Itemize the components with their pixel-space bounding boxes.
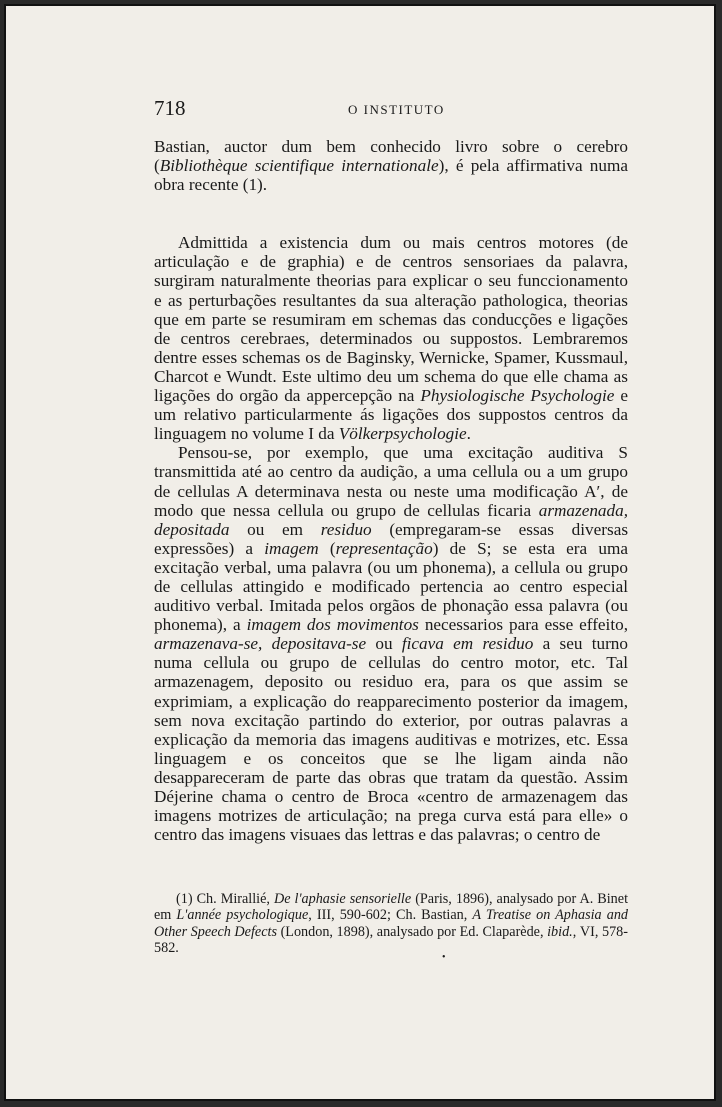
page-number: 718 — [154, 96, 186, 120]
italic-title: Bibliothèque scientifique internationale — [159, 156, 439, 176]
paragraph-continuation: Bastian, auctor dum bem conhecido livro sobre o cerebro (Bibliothèque scientifique internationale), é pela affirmativa numa obra recente (1). — [154, 137, 628, 195]
running-head: O INSTITUTO — [348, 102, 445, 117]
body-text — [154, 137, 628, 844]
footnotes — [154, 891, 628, 957]
ink-speck: • — [442, 952, 446, 963]
document-page — [4, 4, 716, 1101]
paragraph: Pensou-se, por exemplo, que uma excitação auditiva S transmittida até ao centro da audição, a uma cellula ou a um grupo de cellulas A determinava nesta ou neste uma modificação A′, de modo que nessa cellula ou grupo de cellulas ficaria armazenada, depositada ou em residuo (empregaram-se essas diversas expressões) a imagem (representação) de S; se esta era uma excitação verbal, uma palavra (ou um phonema), a cellula ou grupo de cellulas attingido e modificado pertencia ao centro especial auditivo verbal. Imitada pelos orgãos de phonação essa palavra (ou phonema), a imagem dos movimentos necessarios para esse effeito, armazenava-se, depositava-se ou ficava em residuo a seu turno numa cellula ou grupo de cellulas do centro motor, etc. Tal armazenagem, deposito ou residuo era, para os que assim se exprimiam, a explicação do reapparecimento posterior da imagem, sem nova excitação partindo do exterior, por outras palavras a explicação da memoria das imagens auditivas e motrizes, etc. Essa linguagem e os conceitos que se lhe ligam ainda não desappareceram de parte das obras que tratam da questão. Assim Déjerine chama o centro de Broca «centro de armazenagem das imagens motrizes de articulação; na prega curva está para elle» o centro das imagens visuaes das lettras e das palavras; o centro de — [154, 443, 629, 845]
footnote: (1) Ch. Mirallié, De l'aphasie sensorielle (Paris, 1896), analysado por A. Binet em L'année psychologique, III, 590-602; Ch. Bastian, A Treatise on Aphasia and Other Speech Defects (London, 1898), analysado por Ed. Claparède, ibid., VI, 578-582. — [154, 891, 629, 957]
paragraph: Admittida a existencia dum ou mais centros motores (de articulação e de graphia) e de centros sensoriaes da palavra, surgiram naturalmente theorias para explicar o seu funccionamento e as perturbações resultantes da sua alteração pathologica, theorias que em parte se resumiram em schemas das conducções e ligações de centros cerebraes, determinados ou suppostos. Lembraremos dentre esses schemas os de Baginsky, Wernicke, Spamer, Kussmaul, Charcot e Wundt. Este ultimo deu um schema do que elle chama as ligações do orgão da appercepção na Physiologische Psychologie e um relativo particularmente ás ligações dos suppostos centros da linguagem no volume I da Völkerpsychologie. — [154, 233, 628, 444]
page-header — [154, 96, 584, 122]
